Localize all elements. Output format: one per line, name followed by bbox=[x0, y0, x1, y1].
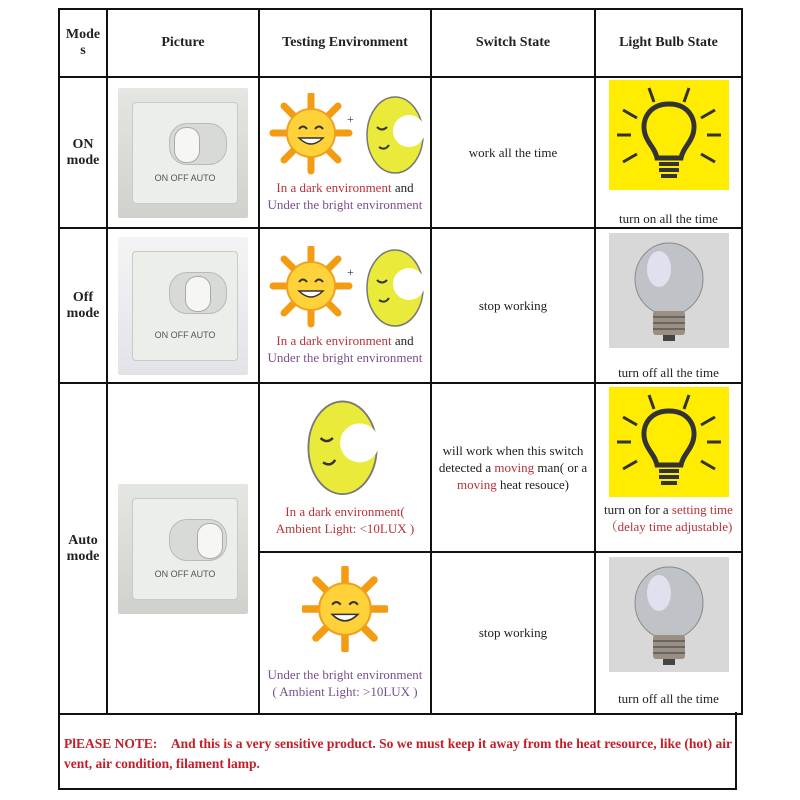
header-modes: Mode s bbox=[59, 9, 107, 77]
switch-position-label: ON OFF AUTO bbox=[154, 172, 216, 183]
plus-sign: + bbox=[347, 264, 354, 279]
env-bright: Under the bright environment bbox=[267, 349, 423, 365]
sun-and-moon-icon bbox=[265, 246, 425, 328]
bulb-cell bbox=[595, 228, 742, 383]
modes-table bbox=[58, 8, 743, 715]
lit-bulb-icon bbox=[609, 80, 729, 192]
plus-sign: + bbox=[347, 111, 354, 126]
sun-icon bbox=[302, 566, 388, 652]
state-text: heat resouce) bbox=[496, 477, 569, 492]
row-on-mode bbox=[59, 77, 742, 228]
switch-state bbox=[431, 383, 595, 552]
bulb-state: turn off all the time bbox=[618, 691, 719, 706]
header-light-bulb-state: Light Bulb State bbox=[595, 9, 742, 77]
lit-bulb-icon bbox=[609, 387, 729, 497]
switch-photo-auto bbox=[107, 383, 259, 714]
bulb-state: turn on all the time bbox=[619, 211, 718, 226]
env-cell bbox=[259, 77, 431, 228]
mode-label: Off mode bbox=[59, 228, 107, 383]
switch-position-label: ON OFF AUTO bbox=[154, 329, 216, 340]
env-dark: In a dark environment bbox=[276, 179, 392, 195]
env-cell bbox=[259, 228, 431, 383]
mode-label: Auto mode bbox=[59, 383, 107, 714]
bulb-cell bbox=[595, 552, 742, 714]
moon-icon bbox=[305, 399, 385, 499]
env-dark: In a dark environment bbox=[276, 332, 392, 348]
env-cell bbox=[259, 552, 431, 714]
switch-state: work all the time bbox=[431, 77, 595, 228]
env-cell bbox=[259, 383, 431, 552]
state-highlight: moving bbox=[494, 460, 535, 475]
env-bright-1: Under the bright environment bbox=[267, 667, 423, 682]
bulb-state: turn off all the time bbox=[618, 365, 719, 380]
header-testing-environment: Testing Environment bbox=[259, 9, 431, 77]
state-text: man( or a bbox=[534, 460, 588, 475]
switch-state: stop working bbox=[431, 228, 595, 383]
unlit-bulb-icon bbox=[609, 557, 729, 672]
switch-position-label: ON OFF AUTO bbox=[154, 568, 216, 579]
env-dark-2: Ambient Light: <10LUX ) bbox=[275, 520, 415, 536]
row-off-mode bbox=[59, 228, 742, 383]
env-bright: Under the bright environment bbox=[267, 196, 423, 212]
bulb-cell bbox=[595, 77, 742, 228]
bulb-state-highlight: setting time（delay time adjustable) bbox=[604, 502, 733, 534]
switch-photo-on bbox=[107, 77, 259, 228]
state-highlight: moving bbox=[457, 477, 497, 492]
header-switch-state: Switch State bbox=[431, 9, 595, 77]
sun-and-moon-icon bbox=[265, 93, 425, 175]
env-and: and bbox=[391, 179, 414, 195]
header-picture: Picture bbox=[107, 9, 259, 77]
unlit-bulb-icon bbox=[609, 233, 729, 348]
state-text: will work when this switch detected a bbox=[438, 443, 584, 475]
mode-label: ON mode bbox=[59, 77, 107, 228]
env-bright-2: ( Ambient Light: >10LUX ) bbox=[272, 684, 418, 699]
env-and: and bbox=[391, 332, 414, 348]
env-dark-1: In a dark environment( bbox=[285, 503, 405, 519]
bulb-state: turn on for a bbox=[604, 502, 672, 517]
row-auto-dark bbox=[59, 383, 742, 552]
bulb-cell bbox=[595, 383, 742, 552]
warning-note: PlEASE NOTE: And this is a very sensitive product. So we must keep it away from the heat resource, like (hot) air vent, air condition, filament lamp. bbox=[58, 712, 737, 790]
header-row bbox=[59, 9, 742, 77]
switch-state: stop working bbox=[431, 552, 595, 714]
switch-photo-off bbox=[107, 228, 259, 383]
